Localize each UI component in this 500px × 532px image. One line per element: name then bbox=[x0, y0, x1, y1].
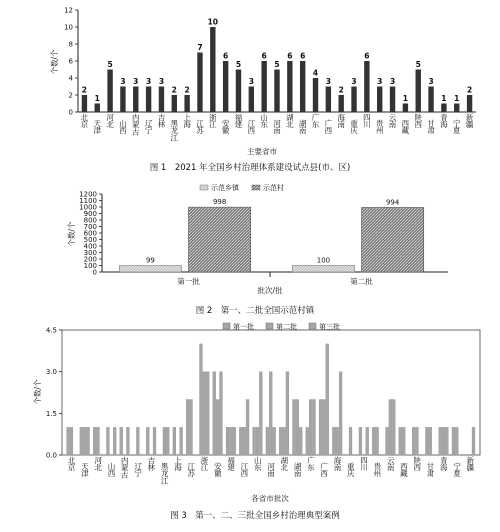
bar-value-label: 3 bbox=[377, 77, 383, 86]
bar bbox=[146, 87, 151, 113]
category-label: 陕西 bbox=[413, 456, 421, 473]
category-label: 浙江 bbox=[209, 113, 217, 130]
bar-value-label: 3 bbox=[325, 77, 331, 86]
category-label: 吉林 bbox=[147, 456, 156, 473]
bar-batch1 bbox=[412, 427, 415, 455]
bar-value-label: 3 bbox=[389, 77, 396, 86]
category-label: 吉林 bbox=[157, 113, 166, 130]
legend-label-batch3: 第三批 bbox=[319, 323, 340, 331]
y-tick-label: 3.0 bbox=[45, 368, 57, 377]
bar-value-label: 6 bbox=[300, 51, 306, 61]
chart-3 bbox=[32, 322, 480, 521]
category-label: 河南 bbox=[273, 119, 281, 136]
bar-value-label: 3 bbox=[351, 77, 357, 86]
bar-value-label: 2 bbox=[466, 85, 473, 95]
bar-value-label: 1 bbox=[94, 94, 100, 103]
bar-batch1 bbox=[439, 427, 442, 455]
category-label: 广西 bbox=[324, 119, 333, 136]
bar-batch1 bbox=[146, 427, 149, 455]
category-label: 青海 bbox=[440, 456, 448, 473]
category-label: 安徽 bbox=[214, 462, 222, 479]
bar-batch2 bbox=[376, 427, 379, 455]
bar-batch1 bbox=[306, 427, 309, 455]
bar-batch3 bbox=[153, 427, 156, 455]
bar-batch1 bbox=[332, 427, 335, 455]
chart-1-caption: 图 1 2021 年全国乡村治理体系建设试点县(市、区) bbox=[149, 163, 351, 173]
bar-batch3 bbox=[339, 372, 342, 455]
bar-batch3 bbox=[286, 372, 289, 455]
bar bbox=[120, 87, 125, 113]
bar-batch2 bbox=[283, 427, 286, 455]
bar-batch3 bbox=[166, 427, 169, 455]
chart-2-category-labels bbox=[177, 276, 373, 286]
bar-batch1 bbox=[173, 427, 176, 455]
category-label: 上海 bbox=[174, 456, 182, 473]
bar-batch1 bbox=[213, 372, 216, 455]
category-label: 北京 bbox=[67, 456, 76, 473]
bar-value-label: 5 bbox=[235, 60, 242, 69]
bar-village bbox=[189, 207, 251, 272]
chart-1-bars bbox=[82, 27, 473, 112]
bar bbox=[249, 87, 254, 113]
category-label: 重庆 bbox=[346, 462, 355, 479]
bar bbox=[210, 27, 215, 112]
category-label: 海南 bbox=[333, 456, 342, 473]
category-label: 福建 bbox=[227, 456, 235, 473]
category-label: 第二批 bbox=[350, 277, 373, 286]
legend-swatch-town bbox=[200, 185, 208, 190]
bar-batch1 bbox=[67, 427, 70, 455]
bar bbox=[313, 78, 318, 112]
chart-3-y-label: 个数/个 bbox=[33, 379, 42, 405]
category-label: 西藏 bbox=[401, 119, 410, 136]
category-label: 广东 bbox=[311, 113, 320, 130]
bar-value-label: 998 bbox=[212, 198, 227, 207]
legend-swatch-village bbox=[252, 185, 260, 190]
y-tick-label: 100 bbox=[83, 262, 97, 270]
bar-value-label: 10 bbox=[207, 17, 219, 27]
category-label: 甘肃 bbox=[426, 462, 435, 479]
category-label: 黑龙江 bbox=[160, 462, 169, 486]
bar-batch1 bbox=[239, 427, 242, 455]
category-label: 广西 bbox=[320, 462, 328, 479]
chart-1 bbox=[49, 7, 476, 174]
bar bbox=[390, 87, 395, 113]
bar-batch1 bbox=[253, 427, 256, 455]
bar bbox=[454, 104, 459, 113]
category-label: 青海 bbox=[440, 113, 448, 130]
bar-batch3 bbox=[445, 427, 448, 455]
legend-label-batch2: 第二批 bbox=[276, 323, 297, 331]
bar-value-label: 3 bbox=[133, 77, 139, 86]
bar-batch1 bbox=[425, 427, 428, 455]
y-tick-label: 4 bbox=[68, 74, 73, 83]
category-label: 云南 bbox=[388, 113, 397, 130]
bar-batch2 bbox=[256, 427, 259, 455]
bar-batch3 bbox=[246, 399, 249, 455]
chart-2-legend bbox=[200, 183, 284, 192]
category-label: 浙江 bbox=[200, 456, 209, 473]
bar-value-label: 2 bbox=[171, 85, 177, 95]
bar bbox=[159, 87, 164, 113]
bar-batch2 bbox=[296, 399, 299, 455]
category-label: 河北 bbox=[94, 456, 102, 473]
bar-batch3 bbox=[472, 427, 475, 455]
chart-1-category-labels bbox=[81, 112, 474, 142]
category-label: 山东 bbox=[253, 456, 262, 473]
bar-batch2 bbox=[70, 427, 73, 455]
legend-swatch-batch2 bbox=[266, 323, 273, 329]
bar-value-label: 2 bbox=[184, 85, 190, 95]
y-tick-label: 200 bbox=[83, 255, 97, 264]
bar-value-label: 3 bbox=[146, 77, 152, 86]
category-label: 天津 bbox=[93, 119, 102, 136]
bar-batch1 bbox=[186, 399, 189, 455]
y-tick-label: 8 bbox=[68, 40, 73, 49]
bar-value-label: 5 bbox=[415, 60, 421, 69]
bar-batch2 bbox=[163, 427, 166, 455]
category-label: 云南 bbox=[386, 456, 395, 473]
bar-batch2 bbox=[190, 399, 193, 455]
bar-batch2 bbox=[349, 427, 352, 455]
y-tick-label: 6 bbox=[68, 57, 73, 66]
bar-batch1 bbox=[319, 399, 322, 455]
category-label: 湖北 bbox=[280, 456, 289, 473]
bar-value-label: 100 bbox=[316, 256, 331, 265]
chart-2-x-label: 批次/批 bbox=[257, 286, 283, 295]
bar-batch3 bbox=[273, 427, 276, 455]
category-label: 江苏 bbox=[187, 462, 196, 479]
bar-batch2 bbox=[322, 399, 325, 455]
bar-batch2 bbox=[203, 372, 206, 455]
bar bbox=[441, 104, 446, 113]
bar-value-label: 1 bbox=[402, 94, 408, 103]
category-label: 重庆 bbox=[350, 119, 358, 136]
bar-batch2 bbox=[455, 427, 458, 455]
chart-1-y-ticks bbox=[64, 7, 78, 117]
y-tick-label: 2 bbox=[68, 91, 73, 100]
bar-batch1 bbox=[93, 427, 96, 455]
chart-3-category-labels bbox=[68, 455, 475, 485]
bar-batch3 bbox=[233, 427, 236, 455]
y-tick-label: 1200 bbox=[79, 190, 97, 199]
category-label: 辽宁 bbox=[134, 462, 142, 479]
bar-value-label: 5 bbox=[274, 60, 280, 69]
bar-batch2 bbox=[309, 399, 312, 455]
bar-batch3 bbox=[259, 372, 262, 455]
bar bbox=[133, 87, 138, 113]
bar bbox=[184, 95, 189, 112]
bar-village bbox=[362, 207, 424, 272]
bar-value-label: 2 bbox=[338, 85, 344, 95]
bar-batch1 bbox=[266, 427, 269, 455]
chart-1-y-label: 个数/个 bbox=[50, 49, 59, 75]
category-label: 宁夏 bbox=[453, 462, 461, 479]
bar-batch2 bbox=[389, 399, 392, 455]
bar bbox=[287, 61, 292, 112]
bar-value-label: 4 bbox=[312, 68, 319, 78]
category-label: 河南 bbox=[267, 462, 275, 479]
chart-2 bbox=[66, 183, 448, 316]
bar bbox=[364, 61, 369, 112]
bar-value-label: 99 bbox=[145, 256, 155, 265]
bar-batch2 bbox=[83, 427, 86, 455]
bar-value-label: 6 bbox=[261, 51, 267, 61]
bar bbox=[428, 87, 433, 113]
category-label: 黑龙江 bbox=[170, 119, 179, 143]
bar bbox=[416, 70, 421, 113]
bar bbox=[95, 104, 100, 113]
y-tick-label: 1.5 bbox=[45, 409, 57, 418]
category-label: 广东 bbox=[307, 456, 315, 473]
bar-value-label: 7 bbox=[197, 43, 203, 52]
category-label: 江西 bbox=[247, 119, 256, 136]
bar-value-label: 3 bbox=[428, 77, 434, 86]
chart-3-y-ticks bbox=[46, 327, 62, 460]
bar bbox=[274, 70, 279, 113]
bar-town bbox=[292, 266, 354, 273]
bar-value-label: 1 bbox=[454, 94, 460, 103]
chart-3-caption: 图 3 第一、二、三批全国乡村治理典型案例 bbox=[170, 511, 340, 521]
category-label: 山东 bbox=[260, 113, 268, 130]
bar-batch1 bbox=[452, 427, 455, 455]
bar bbox=[197, 53, 202, 113]
chart-2-bars bbox=[119, 207, 423, 272]
category-label: 内蒙古 bbox=[132, 113, 140, 137]
bar-batch3 bbox=[180, 427, 183, 455]
category-label: 江苏 bbox=[196, 119, 204, 136]
bar bbox=[107, 70, 112, 113]
bar-town bbox=[119, 266, 181, 272]
legend-swatch-batch1 bbox=[223, 323, 230, 329]
bar-batch1 bbox=[293, 399, 296, 455]
category-label: 河北 bbox=[106, 113, 114, 130]
y-tick-label: 400 bbox=[83, 242, 97, 251]
y-tick-label: 0 bbox=[68, 108, 73, 117]
category-label: 宁夏 bbox=[452, 119, 461, 136]
bar-batch2 bbox=[229, 427, 232, 455]
chart-3-x-label: 各省市批次 bbox=[251, 494, 289, 503]
bar-value-label: 3 bbox=[120, 77, 126, 86]
y-tick-label: 10 bbox=[64, 23, 73, 32]
bar-batch3 bbox=[126, 427, 129, 455]
y-tick-label: 500 bbox=[83, 236, 97, 244]
category-label: 四川 bbox=[363, 113, 371, 130]
bar-batch3 bbox=[326, 344, 329, 455]
category-label: 新疆 bbox=[466, 456, 475, 473]
category-label: 北京 bbox=[80, 113, 89, 130]
chart-2-caption: 图 2 第一、二批全国示范村镇 bbox=[195, 306, 315, 316]
category-label: 贵州 bbox=[373, 462, 382, 479]
category-label: 湖南 bbox=[293, 462, 302, 479]
bar bbox=[377, 87, 382, 113]
category-label: 山西 bbox=[107, 462, 116, 479]
category-label: 新疆 bbox=[465, 113, 474, 130]
bar-batch3 bbox=[220, 372, 223, 455]
bar bbox=[172, 95, 177, 112]
bar-batch2 bbox=[416, 427, 419, 455]
y-tick-label: 0.0 bbox=[45, 451, 57, 460]
bar-value-label: 3 bbox=[248, 77, 254, 86]
bar-batch3 bbox=[313, 399, 316, 455]
category-label: 福建 bbox=[234, 113, 243, 130]
bar bbox=[351, 87, 356, 113]
bar-value-label: 6 bbox=[364, 51, 370, 61]
bar bbox=[326, 87, 331, 113]
chart-3-bars bbox=[67, 344, 475, 455]
legend-label-batch1: 第一批 bbox=[233, 323, 254, 331]
bar-batch1 bbox=[80, 427, 83, 455]
category-label: 陕西 bbox=[414, 113, 422, 130]
category-label: 湖南 bbox=[298, 119, 307, 136]
bar-batch1 bbox=[279, 427, 282, 455]
bar-value-label: 5 bbox=[107, 60, 113, 69]
bar bbox=[467, 95, 472, 112]
category-label: 辽宁 bbox=[144, 119, 153, 136]
category-label: 甘肃 bbox=[427, 119, 435, 136]
y-tick-label: 1000 bbox=[79, 203, 97, 212]
bar-batch1 bbox=[386, 427, 389, 455]
bar-value-label: 6 bbox=[287, 51, 293, 61]
bar-batch3 bbox=[366, 427, 369, 455]
category-label: 上海 bbox=[183, 113, 191, 130]
chart-3-legend bbox=[223, 322, 340, 331]
bar-value-label: 994 bbox=[385, 198, 400, 207]
legend-label-village: 示范村 bbox=[263, 184, 284, 192]
y-tick-label: 4.5 bbox=[45, 326, 57, 335]
y-tick-label: 900 bbox=[83, 210, 97, 218]
y-tick-label: 700 bbox=[83, 223, 97, 231]
category-label: 天津 bbox=[81, 462, 89, 479]
bar-batch2 bbox=[402, 427, 405, 455]
category-label: 海南 bbox=[337, 113, 345, 130]
bar bbox=[82, 95, 87, 112]
bar-batch2 bbox=[97, 427, 100, 455]
bar-batch3 bbox=[113, 427, 116, 455]
y-tick-label: 1100 bbox=[79, 197, 97, 205]
bar-batch3 bbox=[392, 399, 395, 455]
bar-batch2 bbox=[429, 427, 432, 455]
bar-batch1 bbox=[106, 427, 109, 455]
bar-batch2 bbox=[336, 427, 339, 455]
category-label: 西藏 bbox=[400, 462, 408, 479]
legend-label-town: 示范乡镇 bbox=[211, 184, 239, 192]
bar-value-label: 3 bbox=[158, 77, 165, 86]
chart-1-x-label: 主要省市 bbox=[247, 147, 277, 156]
bar bbox=[223, 61, 228, 112]
chart-2-y-label: 个数/个 bbox=[67, 221, 76, 247]
legend-swatch-batch3 bbox=[309, 323, 316, 329]
bar-batch1 bbox=[199, 344, 202, 455]
y-tick-label: 300 bbox=[83, 249, 97, 257]
category-label: 湖北 bbox=[286, 113, 294, 130]
bar-batch2 bbox=[243, 427, 246, 455]
bar-value-label: 1 bbox=[441, 94, 447, 103]
category-label: 安徽 bbox=[221, 119, 230, 136]
y-tick-label: 800 bbox=[83, 216, 97, 225]
category-label: 内蒙古 bbox=[121, 456, 129, 480]
category-label: 江西 bbox=[240, 462, 249, 479]
bar-batch2 bbox=[216, 399, 219, 455]
bar bbox=[236, 70, 241, 113]
bar-batch1 bbox=[226, 427, 229, 455]
bar-batch1 bbox=[359, 427, 362, 455]
category-label: 山西 bbox=[119, 119, 127, 136]
bar-batch1 bbox=[399, 427, 402, 455]
bar-value-label: 6 bbox=[223, 51, 229, 61]
chart-2-y-ticks bbox=[79, 191, 102, 277]
bar-value-label: 2 bbox=[81, 85, 88, 95]
bar-batch3 bbox=[299, 427, 302, 455]
bar bbox=[261, 61, 266, 112]
category-label: 第一批 bbox=[177, 277, 200, 286]
category-label: 四川 bbox=[360, 456, 368, 473]
bar bbox=[338, 95, 343, 112]
bar bbox=[403, 104, 408, 113]
bar-batch2 bbox=[269, 372, 272, 455]
bar-batch3 bbox=[206, 372, 209, 455]
bar-batch3 bbox=[87, 427, 90, 455]
category-label: 贵州 bbox=[375, 119, 384, 136]
bar-batch1 bbox=[120, 427, 123, 455]
bar-batch2 bbox=[442, 427, 445, 455]
y-tick-label: 600 bbox=[83, 229, 97, 238]
bar-batch2 bbox=[136, 427, 139, 455]
bar-batch1 bbox=[372, 427, 375, 455]
bar bbox=[300, 61, 305, 112]
y-tick-label: 0 bbox=[92, 268, 97, 277]
y-tick-label: 12 bbox=[64, 6, 73, 15]
